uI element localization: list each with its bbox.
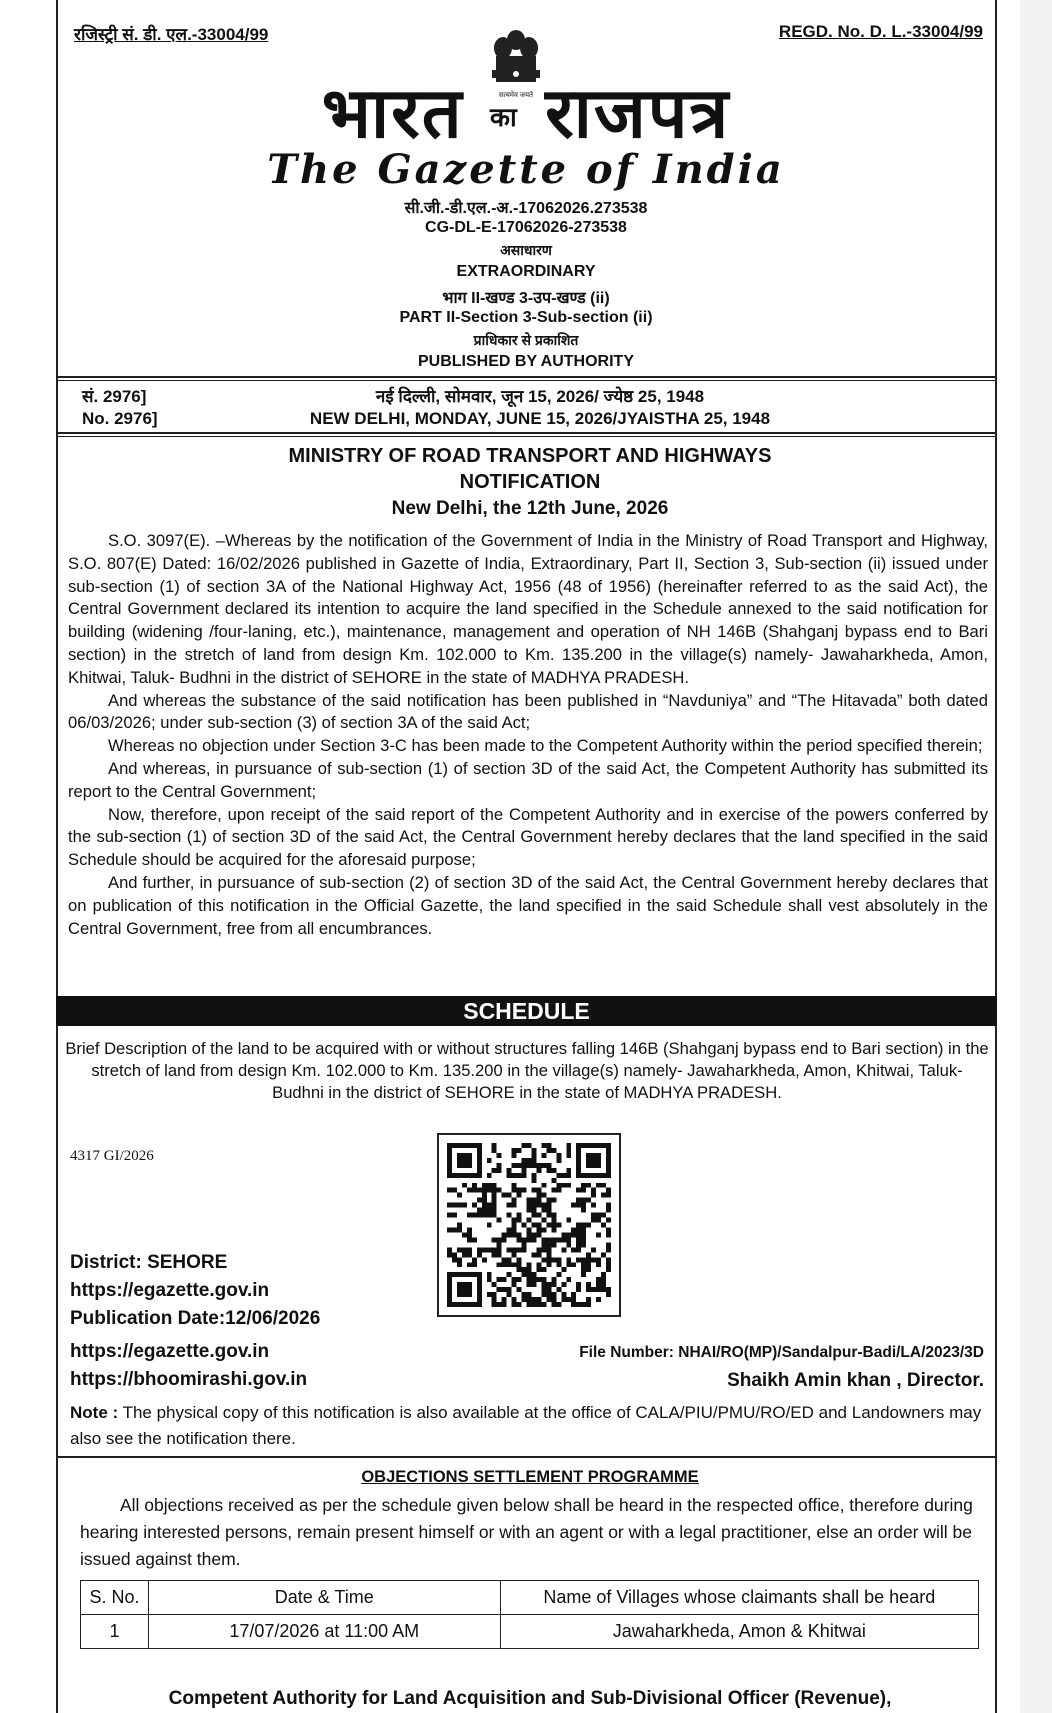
objections-divider (56, 1456, 997, 1458)
gi-number: 4317 GI/2026 (70, 1148, 154, 1164)
objections-table (80, 1580, 979, 1649)
paragraph: Whereas no objection under Section 3-C has been made to the Competent Authority within the period specified therein; (108, 736, 983, 756)
paragraph: S.O. 3097(E). –Whereas by the notification of the Government of India in the Ministry of Road Transport and Highway, S.O. 807(E) Dated: 16/02/2026 published in Gazette of India, Extraordinary, Part II, Section 3, Sub-section (ii) issued under sub-section (1) of section 3A of the National Highway Act, 1956 (48 of 1956) (hereinafter referred to as the said Act), the Central Government declared its intention to acquire the land specified in the Schedule annexed to the said notification for building (widening /four-laning, etc.), maintenance, management and operation of NH 146B (Shahganj bypass end to Bari section) in the stretch of land from design Km. 102.000 to Km. 135.200 in the village(s) namely- Jawaharkheda, Amon, Khitwai, Taluk- Budhni in the district of SEHORE in the state of MADHYA PRADESH. (68, 531, 988, 687)
title-hindi-part1: भारत (321, 72, 464, 154)
objections-text: All objections received as per the schedule given below shall be heard in the respected office, therefore during hearing interested persons, remain present himself or with an agent or with a legal practitioner, else an order will be issued against them. (80, 1495, 973, 1569)
paragraph: Now, therefore, upon receipt of the said report of the Competent Authority and in exercise of the powers conferred by the sub-section (1) of section 3D of the said Act, the Central Government hereby declares that the land specified in the said Schedule should be acquired for the aforesaid purpose; (68, 804, 988, 870)
header-divider-top-thin (56, 380, 997, 381)
authority-english: PUBLISHED BY AUTHORITY (417, 353, 634, 370)
table-cell: 1 (81, 1615, 149, 1649)
part-section-english: PART II-Section 3-Sub-section (ii) (399, 309, 653, 326)
paragraph: And whereas, in pursuance of sub-section (1) of section 3D of the said Act, the Competent Authority has submitted its report to the Central Government; (68, 758, 988, 801)
egazette-link-2[interactable]: https://egazette.gov.in (70, 1341, 270, 1362)
bhoomirashi-link[interactable]: https://bhoomirashi.gov.in (70, 1369, 308, 1390)
note-label: Note : (70, 1403, 119, 1422)
header-divider-bottom-thin (56, 436, 997, 437)
column-header: Date & Time (148, 1581, 500, 1615)
notification-heading: NOTIFICATION (459, 471, 601, 493)
footer-authority: Competent Authority for Land Acquisition and Sub-Divisional Officer (Revenue), (168, 1688, 892, 1709)
paragraph: And further, in pursuance of sub-section (2) of section 3D of the said Act, the Central Government hereby declares that on publication of this notification in the Official Gazette, the land specified in the said Schedule shall vest absolutely in the Central Government, free from all encumbrances. (68, 872, 988, 938)
authority-hindi: प्राधिकार से प्रकाशित (473, 332, 579, 348)
note (70, 1400, 990, 1452)
gazette-title-hindi (0, 72, 1052, 154)
column-header: Name of Villages whose claimants shall be heard (500, 1581, 978, 1615)
column-header: S. No. (81, 1581, 149, 1615)
header-divider-bottom (56, 432, 997, 434)
table-cell: 17/07/2026 at 11:00 AM (148, 1615, 500, 1649)
schedule-description: Brief Description of the land to be acquired with or without structures falling 146B (Shahganj bypass end to Bari section) in the stretch of land from design Km. 102.000 to Km. 135.200 in the village(s) namely- Jawaharkheda, Amon, Khitwai, Taluk- Budhni in the district of SEHORE in the state of MADHYA PRADESH. (65, 1039, 989, 1102)
gazette-code-english: CG-DL-E-17062026-273538 (425, 219, 627, 236)
gazette-title-english: The Gazette of India (267, 146, 785, 193)
extraordinary-hindi: असाधारण (500, 242, 552, 258)
objections-title: OBJECTIONS SETTLEMENT PROGRAMME (361, 1468, 699, 1486)
file-number: File Number: NHAI/RO(MP)/Sandalpur-Badi/LA/2023/3D (579, 1344, 984, 1361)
title-hindi-connector: का (490, 102, 519, 133)
issue-number-english: No. 2976] (82, 409, 158, 428)
table-cell: Jawaharkheda, Amon & Khitwai (500, 1615, 978, 1649)
qr-code (437, 1133, 621, 1317)
emblem-motto: सत्यमेव जयते (498, 92, 534, 99)
paragraph: And whereas the substance of the said notification has been published in “Navduniya” and “The Hitavada” both dated 06/03/2026; under sub-section (3) of section 3A of the said Act; (68, 690, 988, 733)
extraordinary-english: EXTRAORDINARY (456, 263, 596, 280)
header-divider-top (56, 376, 997, 378)
egazette-link[interactable]: https://egazette.gov.in (70, 1280, 270, 1301)
part-section-hindi: भाग II-खण्ड 3-उप-खण्ड (ii) (442, 290, 610, 307)
table-header-row (81, 1581, 979, 1615)
place-date: New Delhi, the 12th June, 2026 (391, 498, 669, 519)
schedule-heading: SCHEDULE (56, 996, 997, 1026)
issue-number-hindi: सं. 2976] (82, 387, 147, 406)
publication-date: Publication Date:12/06/2026 (70, 1308, 321, 1329)
registration-number-hindi: रजिस्ट्री सं. डी. एल.-33004/99 (74, 25, 269, 44)
note-text: The physical copy of this notification is also available at the office of CALA/PIU/PMU/RO/ED and Landowners may also see the notification there. (70, 1403, 982, 1448)
registration-number-english: REGD. No. D. L.-33004/99 (778, 22, 983, 41)
gazette-code-hindi: सी.जी.-डी.एल.-अ.-17062026.273538 (404, 200, 648, 217)
notification-body (68, 530, 988, 940)
signatory: Shaikh Amin khan , Director. (727, 1370, 984, 1391)
district: District: SEHORE (70, 1252, 228, 1273)
issue-date-hindi: नई दिल्ली, सोमवार, जून 15, 2026/ ज्येष्ठ 25, 1948 (375, 387, 705, 406)
issue-date-english: NEW DELHI, MONDAY, JUNE 15, 2026/JYAISTHA 25, 1948 (309, 409, 771, 428)
table-row (81, 1615, 979, 1649)
ministry-name: MINISTRY OF ROAD TRANSPORT AND HIGHWAYS (288, 445, 772, 467)
title-hindi-part2: राजपत्र (545, 72, 731, 154)
